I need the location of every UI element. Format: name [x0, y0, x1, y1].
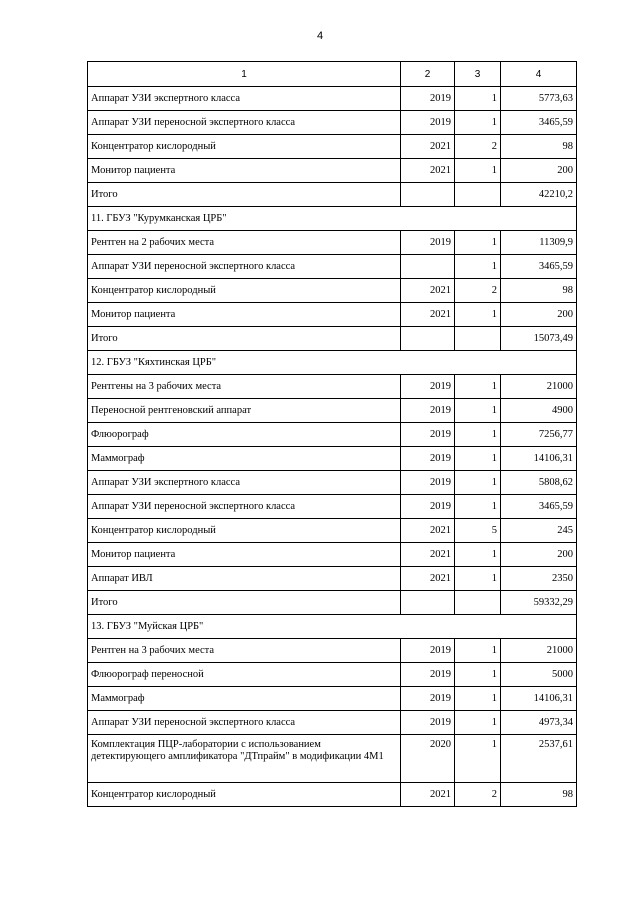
- header-col-1: 1: [88, 62, 401, 87]
- amount-cell: 5000: [501, 663, 577, 687]
- item-name-cell: Концентратор кислородный: [88, 135, 401, 159]
- year-cell: 2019: [401, 663, 455, 687]
- table-row: [88, 711, 577, 735]
- year-cell: 2019: [401, 447, 455, 471]
- quantity-cell: [455, 327, 501, 351]
- item-name-cell: Итого: [88, 327, 401, 351]
- amount-cell: 200: [501, 159, 577, 183]
- amount-cell: 2350: [501, 567, 577, 591]
- table-row: [88, 663, 577, 687]
- total-row: [88, 327, 577, 351]
- table-row: [88, 279, 577, 303]
- quantity-cell: 1: [455, 735, 501, 783]
- amount-cell: 98: [501, 135, 577, 159]
- item-name-cell: Аппарат УЗИ переносной экспертного класса: [88, 111, 401, 135]
- quantity-cell: 1: [455, 687, 501, 711]
- year-cell: 2021: [401, 279, 455, 303]
- section-header-row: [88, 351, 577, 375]
- table-row: [88, 111, 577, 135]
- quantity-cell: 1: [455, 543, 501, 567]
- year-cell: 2021: [401, 303, 455, 327]
- item-name-cell: Итого: [88, 183, 401, 207]
- amount-cell: 2537,61: [501, 735, 577, 783]
- page-number: 4: [316, 30, 324, 42]
- amount-cell: 98: [501, 783, 577, 807]
- table-row: [88, 87, 577, 111]
- amount-cell: 11309,9: [501, 231, 577, 255]
- quantity-cell: 1: [455, 159, 501, 183]
- year-cell: [401, 255, 455, 279]
- amount-cell: 200: [501, 543, 577, 567]
- quantity-cell: 1: [455, 87, 501, 111]
- quantity-cell: 1: [455, 471, 501, 495]
- total-row: [88, 591, 577, 615]
- amount-cell: 3465,59: [501, 255, 577, 279]
- quantity-cell: 5: [455, 519, 501, 543]
- amount-cell: 42210,2: [501, 183, 577, 207]
- amount-cell: 5773,63: [501, 87, 577, 111]
- year-cell: 2019: [401, 399, 455, 423]
- year-cell: 2019: [401, 87, 455, 111]
- item-name-cell: Комплектация ПЦР-лаборатории с использованием детектирующего амплификатора "ДТпрайм" в модификации 4М1: [88, 735, 401, 783]
- quantity-cell: 2: [455, 783, 501, 807]
- item-name-cell: Аппарат УЗИ переносной экспертного класса: [88, 495, 401, 519]
- amount-cell: 3465,59: [501, 111, 577, 135]
- year-cell: [401, 591, 455, 615]
- total-row: [88, 183, 577, 207]
- item-name-cell: Концентратор кислородный: [88, 783, 401, 807]
- item-name-cell: Аппарат УЗИ экспертного класса: [88, 471, 401, 495]
- section-header-row: [88, 207, 577, 231]
- quantity-cell: [455, 183, 501, 207]
- amount-cell: 21000: [501, 639, 577, 663]
- year-cell: 2020: [401, 735, 455, 783]
- amount-cell: 200: [501, 303, 577, 327]
- quantity-cell: 1: [455, 231, 501, 255]
- quantity-cell: 1: [455, 375, 501, 399]
- item-name-cell: Монитор пациента: [88, 543, 401, 567]
- header-col-3: 3: [455, 62, 501, 87]
- year-cell: 2019: [401, 471, 455, 495]
- quantity-cell: 1: [455, 447, 501, 471]
- item-name-cell: Концентратор кислородный: [88, 519, 401, 543]
- amount-cell: 21000: [501, 375, 577, 399]
- item-name-cell: Маммограф: [88, 447, 401, 471]
- item-name-cell: Маммограф: [88, 687, 401, 711]
- year-cell: 2019: [401, 711, 455, 735]
- amount-cell: 4900: [501, 399, 577, 423]
- amount-cell: 5808,62: [501, 471, 577, 495]
- amount-cell: 98: [501, 279, 577, 303]
- quantity-cell: 1: [455, 663, 501, 687]
- item-name-cell: Концентратор кислородный: [88, 279, 401, 303]
- table-row: [88, 735, 577, 783]
- table-row: [88, 543, 577, 567]
- item-name-cell: Итого: [88, 591, 401, 615]
- section-header-row: [88, 615, 577, 639]
- table-row: [88, 567, 577, 591]
- section-title: 11. ГБУЗ "Курумканская ЦРБ": [88, 207, 577, 231]
- year-cell: [401, 327, 455, 351]
- table-row: [88, 375, 577, 399]
- quantity-cell: 1: [455, 399, 501, 423]
- quantity-cell: 1: [455, 255, 501, 279]
- item-name-cell: Аппарат ИВЛ: [88, 567, 401, 591]
- table-row: [88, 255, 577, 279]
- item-name-cell: Аппарат УЗИ экспертного класса: [88, 87, 401, 111]
- section-title: 13. ГБУЗ "Муйская ЦРБ": [88, 615, 577, 639]
- table-row: [88, 495, 577, 519]
- item-name-cell: Монитор пациента: [88, 303, 401, 327]
- item-name-cell: Флюорограф: [88, 423, 401, 447]
- quantity-cell: 1: [455, 423, 501, 447]
- year-cell: 2019: [401, 423, 455, 447]
- year-cell: 2019: [401, 687, 455, 711]
- amount-cell: 15073,49: [501, 327, 577, 351]
- amount-cell: 245: [501, 519, 577, 543]
- item-name-cell: Флюорограф переносной: [88, 663, 401, 687]
- quantity-cell: 1: [455, 111, 501, 135]
- table-row: [88, 135, 577, 159]
- item-name-cell: Переносной рентгеновский аппарат: [88, 399, 401, 423]
- section-title: 12. ГБУЗ "Кяхтинская ЦРБ": [88, 351, 577, 375]
- table-header-row: [88, 62, 577, 87]
- year-cell: 2019: [401, 495, 455, 519]
- year-cell: 2021: [401, 783, 455, 807]
- item-name-cell: Монитор пациента: [88, 159, 401, 183]
- amount-cell: 14106,31: [501, 447, 577, 471]
- amount-cell: 4973,34: [501, 711, 577, 735]
- equipment-table-body: [88, 62, 577, 807]
- table-row: [88, 519, 577, 543]
- year-cell: 2021: [401, 159, 455, 183]
- year-cell: [401, 183, 455, 207]
- item-name-cell: Рентген на 2 рабочих места: [88, 231, 401, 255]
- year-cell: 2021: [401, 135, 455, 159]
- quantity-cell: 1: [455, 495, 501, 519]
- amount-cell: 59332,29: [501, 591, 577, 615]
- header-col-4: 4: [501, 62, 577, 87]
- table-row: [88, 159, 577, 183]
- table-row: [88, 231, 577, 255]
- item-name-cell: Рентгены на 3 рабочих места: [88, 375, 401, 399]
- table-row: [88, 471, 577, 495]
- equipment-table: [87, 61, 577, 807]
- quantity-cell: [455, 591, 501, 615]
- header-col-2: 2: [401, 62, 455, 87]
- quantity-cell: 1: [455, 639, 501, 663]
- table-row: [88, 447, 577, 471]
- table-row: [88, 399, 577, 423]
- table-row: [88, 783, 577, 807]
- quantity-cell: 1: [455, 303, 501, 327]
- year-cell: 2021: [401, 543, 455, 567]
- item-name-cell: Рентген на 3 рабочих места: [88, 639, 401, 663]
- quantity-cell: 2: [455, 279, 501, 303]
- table-row: [88, 639, 577, 663]
- year-cell: 2019: [401, 375, 455, 399]
- amount-cell: 14106,31: [501, 687, 577, 711]
- table-row: [88, 423, 577, 447]
- quantity-cell: 1: [455, 567, 501, 591]
- quantity-cell: 1: [455, 711, 501, 735]
- year-cell: 2021: [401, 519, 455, 543]
- item-name-cell: Аппарат УЗИ переносной экспертного класса: [88, 711, 401, 735]
- table-row: [88, 303, 577, 327]
- year-cell: 2019: [401, 111, 455, 135]
- table-row: [88, 687, 577, 711]
- year-cell: 2019: [401, 639, 455, 663]
- year-cell: 2021: [401, 567, 455, 591]
- amount-cell: 7256,77: [501, 423, 577, 447]
- item-name-cell: Аппарат УЗИ переносной экспертного класса: [88, 255, 401, 279]
- quantity-cell: 2: [455, 135, 501, 159]
- year-cell: 2019: [401, 231, 455, 255]
- amount-cell: 3465,59: [501, 495, 577, 519]
